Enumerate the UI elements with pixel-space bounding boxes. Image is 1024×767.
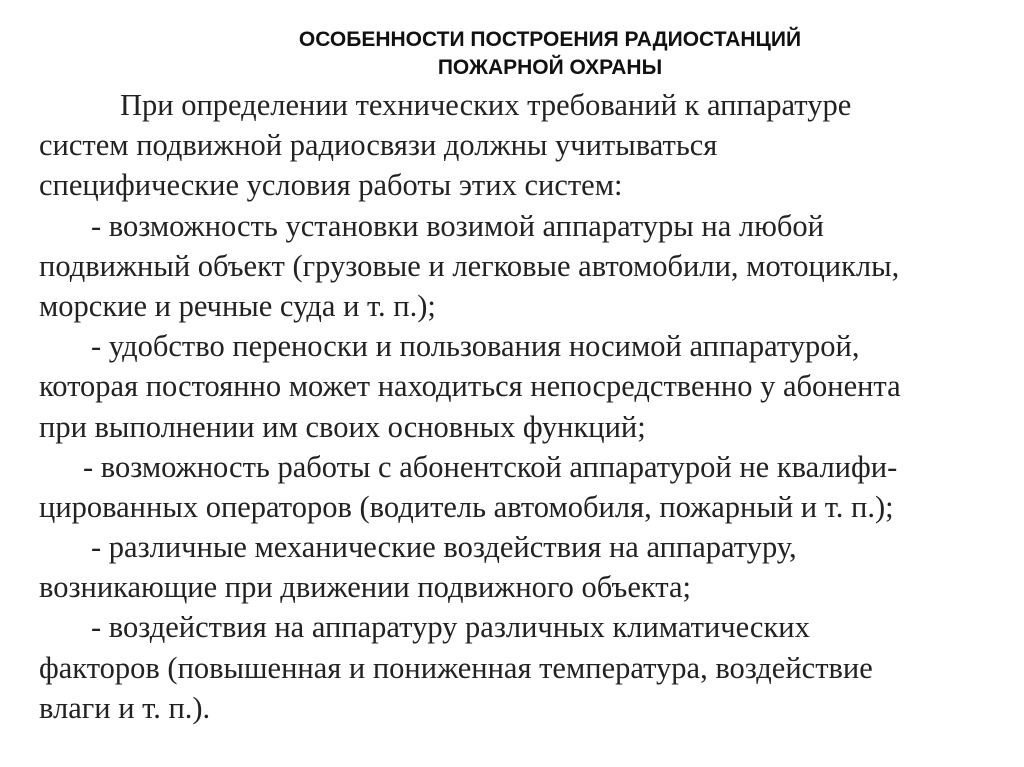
body-line: влаги и т. п.).: [39, 690, 211, 725]
body-line: возникающие при движении подвижного объекта;: [39, 570, 691, 605]
body-line: факторов (повышенная и пониженная температура, воздействие: [39, 650, 873, 685]
slide-body: [39, 85, 1009, 728]
body-line: При определении технических требований к аппаратуре: [120, 88, 852, 122]
body-line: - возможность установки возимой аппаратуры на любой: [91, 208, 824, 243]
body-line: - различные механические воздействия на аппаратуру,: [91, 530, 797, 565]
body-line: цированных операторов (водитель автомобиля, пожарный и т. п.);: [39, 489, 894, 524]
body-line: специфические условия работы этих систем:: [39, 168, 623, 203]
body-line: морские и речные суда и т. п.);: [39, 288, 436, 323]
body-line: подвижный объект (грузовые и легковые автомобили, мотоциклы,: [39, 248, 900, 283]
title-line-1: ОСОБЕННОСТИ ПОСТРОЕНИЯ РАДИОСТАНЦИЙ: [298, 28, 802, 51]
title-line-2: ПОЖАРНОЙ ОХРАНЫ: [437, 56, 663, 79]
body-line: - удобство переноски и пользования носимой аппаратурой,: [91, 329, 860, 364]
slide-title: [200, 26, 900, 82]
body-line: - воздействия на аппаратуру различных климатических: [91, 610, 810, 645]
body-line: - возможность работы с абонентской аппаратурой не квалифи-: [83, 449, 898, 484]
body-line: систем подвижной радиосвязи должны учитываться: [39, 128, 718, 163]
body-line: при выполнении им своих основных функций;: [39, 409, 646, 444]
body-line: которая постоянно может находиться непосредственно у абонента: [39, 369, 901, 404]
